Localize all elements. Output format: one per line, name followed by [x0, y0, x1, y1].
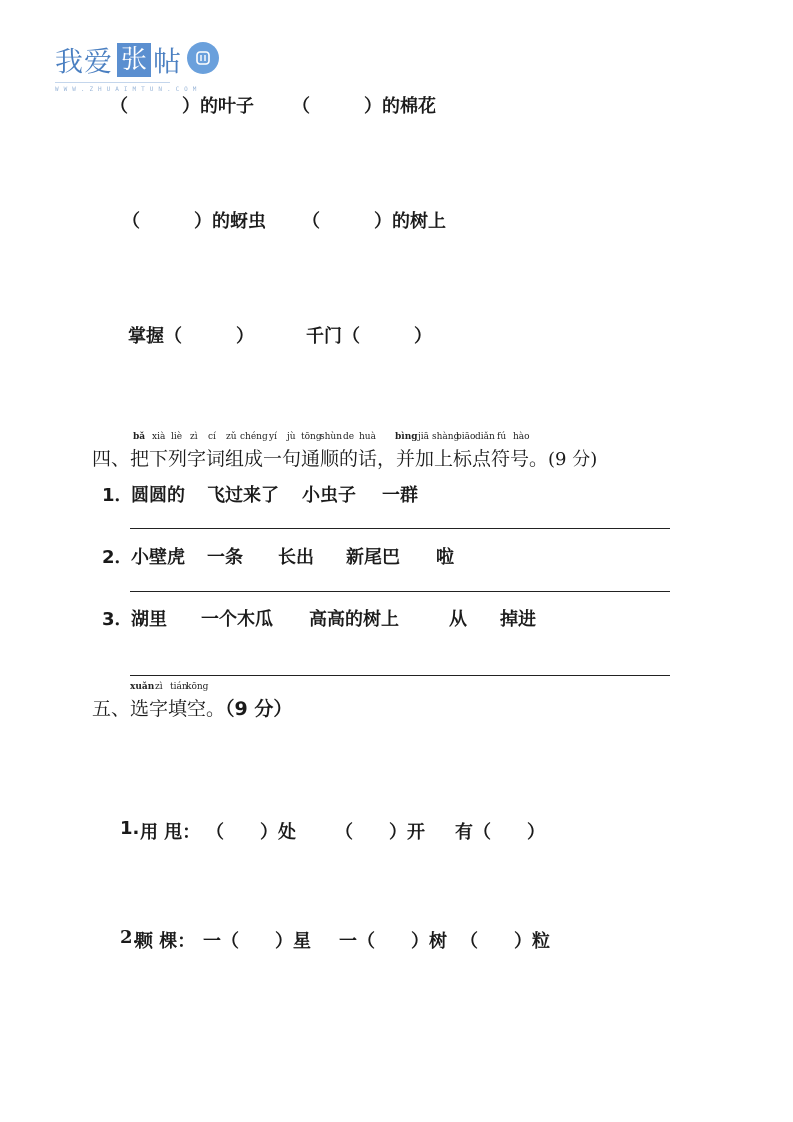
choice-blank: （ ）开 [335, 822, 425, 843]
section4-title: 四、把下列字词组成一句通顺的话，并加上标点符号。 [92, 448, 549, 470]
section5-pinyin [0, 682, 793, 694]
logo-underline [55, 82, 170, 83]
pinyin-syllable: xuǎn [130, 682, 155, 692]
answer-line-3[interactable] [130, 675, 670, 676]
answer-line-1[interactable] [130, 528, 670, 529]
choice-question-1 [0, 818, 793, 844]
section4-score: (9 分) [548, 449, 598, 470]
word-chunk: 小虫子 [302, 485, 356, 506]
phrase-blank-doors: 千门（ ） [306, 326, 432, 347]
pinyin-syllable: bìng [395, 432, 418, 442]
section4-heading [92, 444, 597, 471]
pinyin-syllable: bǎ [133, 432, 146, 442]
pinyin-syllable: huà [359, 432, 376, 442]
pinyin-syllable: tōng [301, 432, 322, 442]
pinyin-syllable: jù [287, 432, 296, 442]
item-number: 2． [102, 547, 133, 568]
pinyin-syllable: fú [497, 432, 507, 442]
phrase-blank-leaves: （ ）的叶子 [110, 96, 254, 117]
section4-pinyin [0, 432, 793, 444]
word-chunk: 一条 [207, 547, 243, 568]
item-number: 3． [102, 609, 133, 630]
word-chunk: 一个木瓜 [201, 609, 273, 630]
pinyin-syllable: biāo [456, 432, 476, 442]
pinyin-syllable: yí [269, 432, 277, 442]
choice-question-2 [0, 927, 793, 953]
logo-text-a: 我爱 [55, 45, 114, 78]
pinyin-syllable: diǎn [475, 432, 495, 442]
question-number: 2. [120, 927, 139, 948]
pinyin-syllable: zì [155, 682, 163, 692]
phrase-blank-grasp: 掌握（ ） [128, 326, 254, 347]
phrase-blank-cotton: （ ）的棉花 [292, 96, 436, 117]
word-chunk: 长出 [278, 547, 314, 568]
pinyin-syllable: chéng [240, 432, 268, 442]
pinyin-syllable: zì [190, 432, 198, 442]
word-chunk: 从 [449, 609, 467, 630]
pinyin-syllable: cí [208, 432, 216, 442]
logo-highlight-char: 张 [117, 43, 151, 77]
word-chunk: 一群 [382, 485, 418, 506]
question-number: 1. [120, 818, 140, 839]
word-chunk: 湖里 [131, 609, 167, 630]
word-chunk: 小壁虎 [131, 547, 185, 568]
phrase-blank-aphids: （ ）的蚜虫 [122, 211, 266, 232]
sentence-item-3 [0, 605, 793, 631]
choice-blank: 一（ ）树 [339, 931, 447, 952]
choice-blank: （ ）粒 [460, 931, 550, 952]
word-chunk: 高高的树上 [309, 609, 399, 630]
section5-heading [92, 694, 292, 721]
sentence-item-2 [0, 543, 793, 569]
word-chunk: 新尾巴 [346, 547, 400, 568]
pinyin-syllable: shàng [432, 432, 460, 442]
phrase-blank-tree: （ ）的树上 [302, 211, 446, 232]
choice-chars: 颗 棵： [135, 931, 196, 952]
word-chunk: 掉进 [500, 609, 536, 630]
logo-badge-icon [187, 42, 219, 74]
pinyin-syllable: liè [171, 432, 183, 442]
word-chunk: 飞过来了 [207, 485, 279, 506]
pinyin-syllable: shùn [320, 432, 343, 442]
word-chunk: 圆圆的 [131, 485, 185, 506]
answer-line-2[interactable] [130, 591, 670, 592]
choice-chars: 用 甩： [140, 822, 201, 843]
item-number: 1． [102, 485, 133, 506]
choice-blank: 一（ ）星 [203, 931, 311, 952]
section5-score: （9 分） [225, 698, 293, 720]
pinyin-syllable: xià [152, 432, 166, 442]
word-chunk: 啦 [436, 547, 454, 568]
pinyin-syllable: kōng [186, 682, 209, 692]
pinyin-syllable: jiā [418, 432, 430, 442]
logo-url: WWW.ZHUAIMTUN.COM [55, 86, 202, 93]
logo-text-b: 帖 [153, 45, 183, 78]
pinyin-syllable: hào [513, 432, 530, 442]
pinyin-syllable: de [343, 432, 355, 442]
sentence-item-1 [0, 481, 793, 507]
section5-title: 五、选字填空。 [92, 698, 226, 720]
choice-blank: 有（ ） [455, 822, 545, 843]
choice-blank: （ ）处 [206, 822, 296, 843]
pinyin-syllable: tián [170, 682, 188, 692]
pinyin-syllable: zǔ [226, 432, 237, 442]
